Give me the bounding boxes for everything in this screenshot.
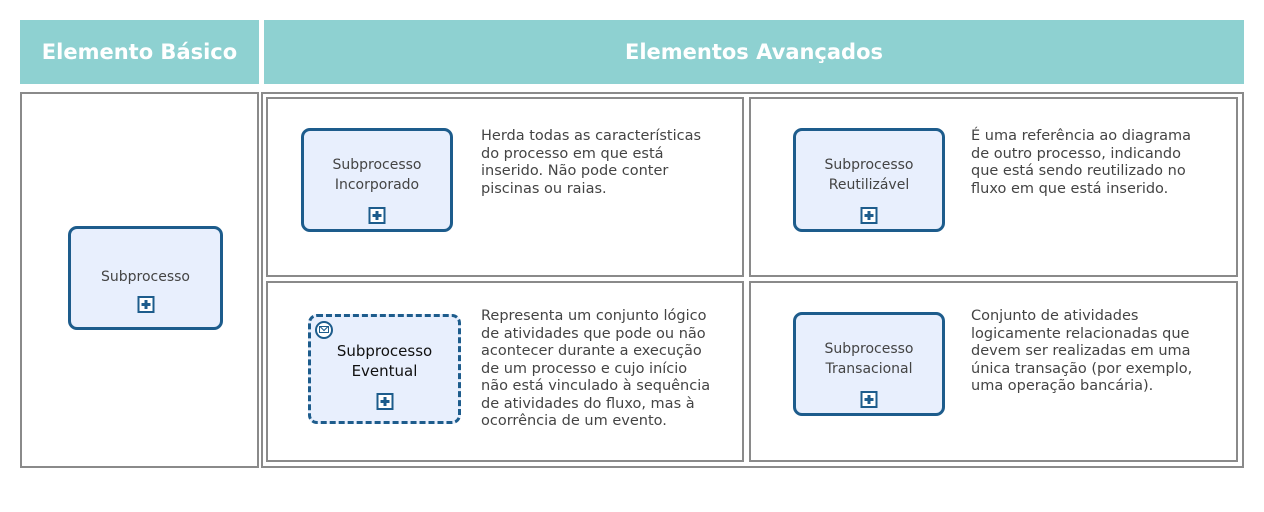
cell-event (266, 281, 744, 462)
event-label-line-2: Eventual (351, 362, 418, 380)
advanced-panel (261, 92, 1244, 468)
embedded-subprocess-box (301, 128, 453, 232)
desc-line: É uma referência ao diagrama (971, 128, 1191, 144)
plus-marker-icon (861, 207, 878, 224)
event-label-line-1: Subprocesso (336, 342, 433, 360)
desc-line: piscinas ou raias. (481, 180, 607, 197)
desc-line: Conjunto de atividades (971, 308, 1139, 324)
transactional-label-line-2: Transacional (825, 361, 913, 377)
desc-line: não está vinculado à sequência (481, 378, 711, 394)
desc-line: de atividades do fluxo, mas à (481, 395, 695, 412)
reusable-subprocess-box (793, 128, 945, 232)
desc-line: logicamente relacionadas que (971, 325, 1190, 342)
desc-line: de um processo e cujo início (481, 360, 688, 377)
envelope-event-icon (315, 321, 333, 339)
desc-line: única transação (por exemplo, (971, 360, 1193, 377)
header-advanced: Elementos Avançados (264, 20, 1244, 84)
cell-transactional (749, 281, 1238, 462)
desc-line: devem ser realizadas em uma (971, 343, 1191, 359)
cell-embedded (266, 97, 744, 277)
event-description (481, 308, 710, 431)
plus-marker-icon (137, 296, 154, 313)
desc-line: do processo em que está (481, 145, 664, 162)
desc-line: Herda todas as características (481, 128, 702, 144)
reusable-label-line-2: Reutilizável (828, 177, 910, 193)
plus-marker-icon (369, 207, 386, 224)
header-basic: Elemento Básico (20, 20, 259, 84)
event-subprocess-box (308, 314, 461, 424)
transactional-label-line-1: Subprocesso (824, 341, 914, 357)
basic-panel (20, 92, 259, 468)
desc-line: Representa um conjunto lógico (481, 308, 707, 324)
subprocess-box (68, 226, 223, 330)
plus-marker-icon (861, 391, 878, 408)
transactional-description (971, 308, 1192, 396)
reusable-label-line-1: Subprocesso (824, 157, 914, 173)
desc-line: inserido. Não pode conter (481, 163, 669, 179)
desc-line: acontecer durante a execução (481, 343, 702, 359)
embedded-description (481, 128, 701, 198)
desc-line: ocorrência de um evento. (481, 413, 667, 429)
transactional-subprocess-box (793, 312, 945, 416)
desc-line: de outro processo, indicando (971, 145, 1181, 162)
plus-marker-icon (376, 393, 393, 410)
desc-line: de atividades que pode ou não (481, 325, 706, 342)
embedded-label-line-2: Incorporado (334, 177, 420, 193)
desc-line: uma operação bancária). (971, 378, 1154, 394)
subprocess-label: Subprocesso (100, 269, 190, 285)
cell-reusable (749, 97, 1238, 277)
embedded-label-line-1: Subprocesso (332, 157, 422, 173)
desc-line: que está sendo reutilizado no (971, 163, 1186, 179)
reusable-description (971, 128, 1191, 198)
desc-line: fluxo em que está inserido. (971, 180, 1169, 197)
